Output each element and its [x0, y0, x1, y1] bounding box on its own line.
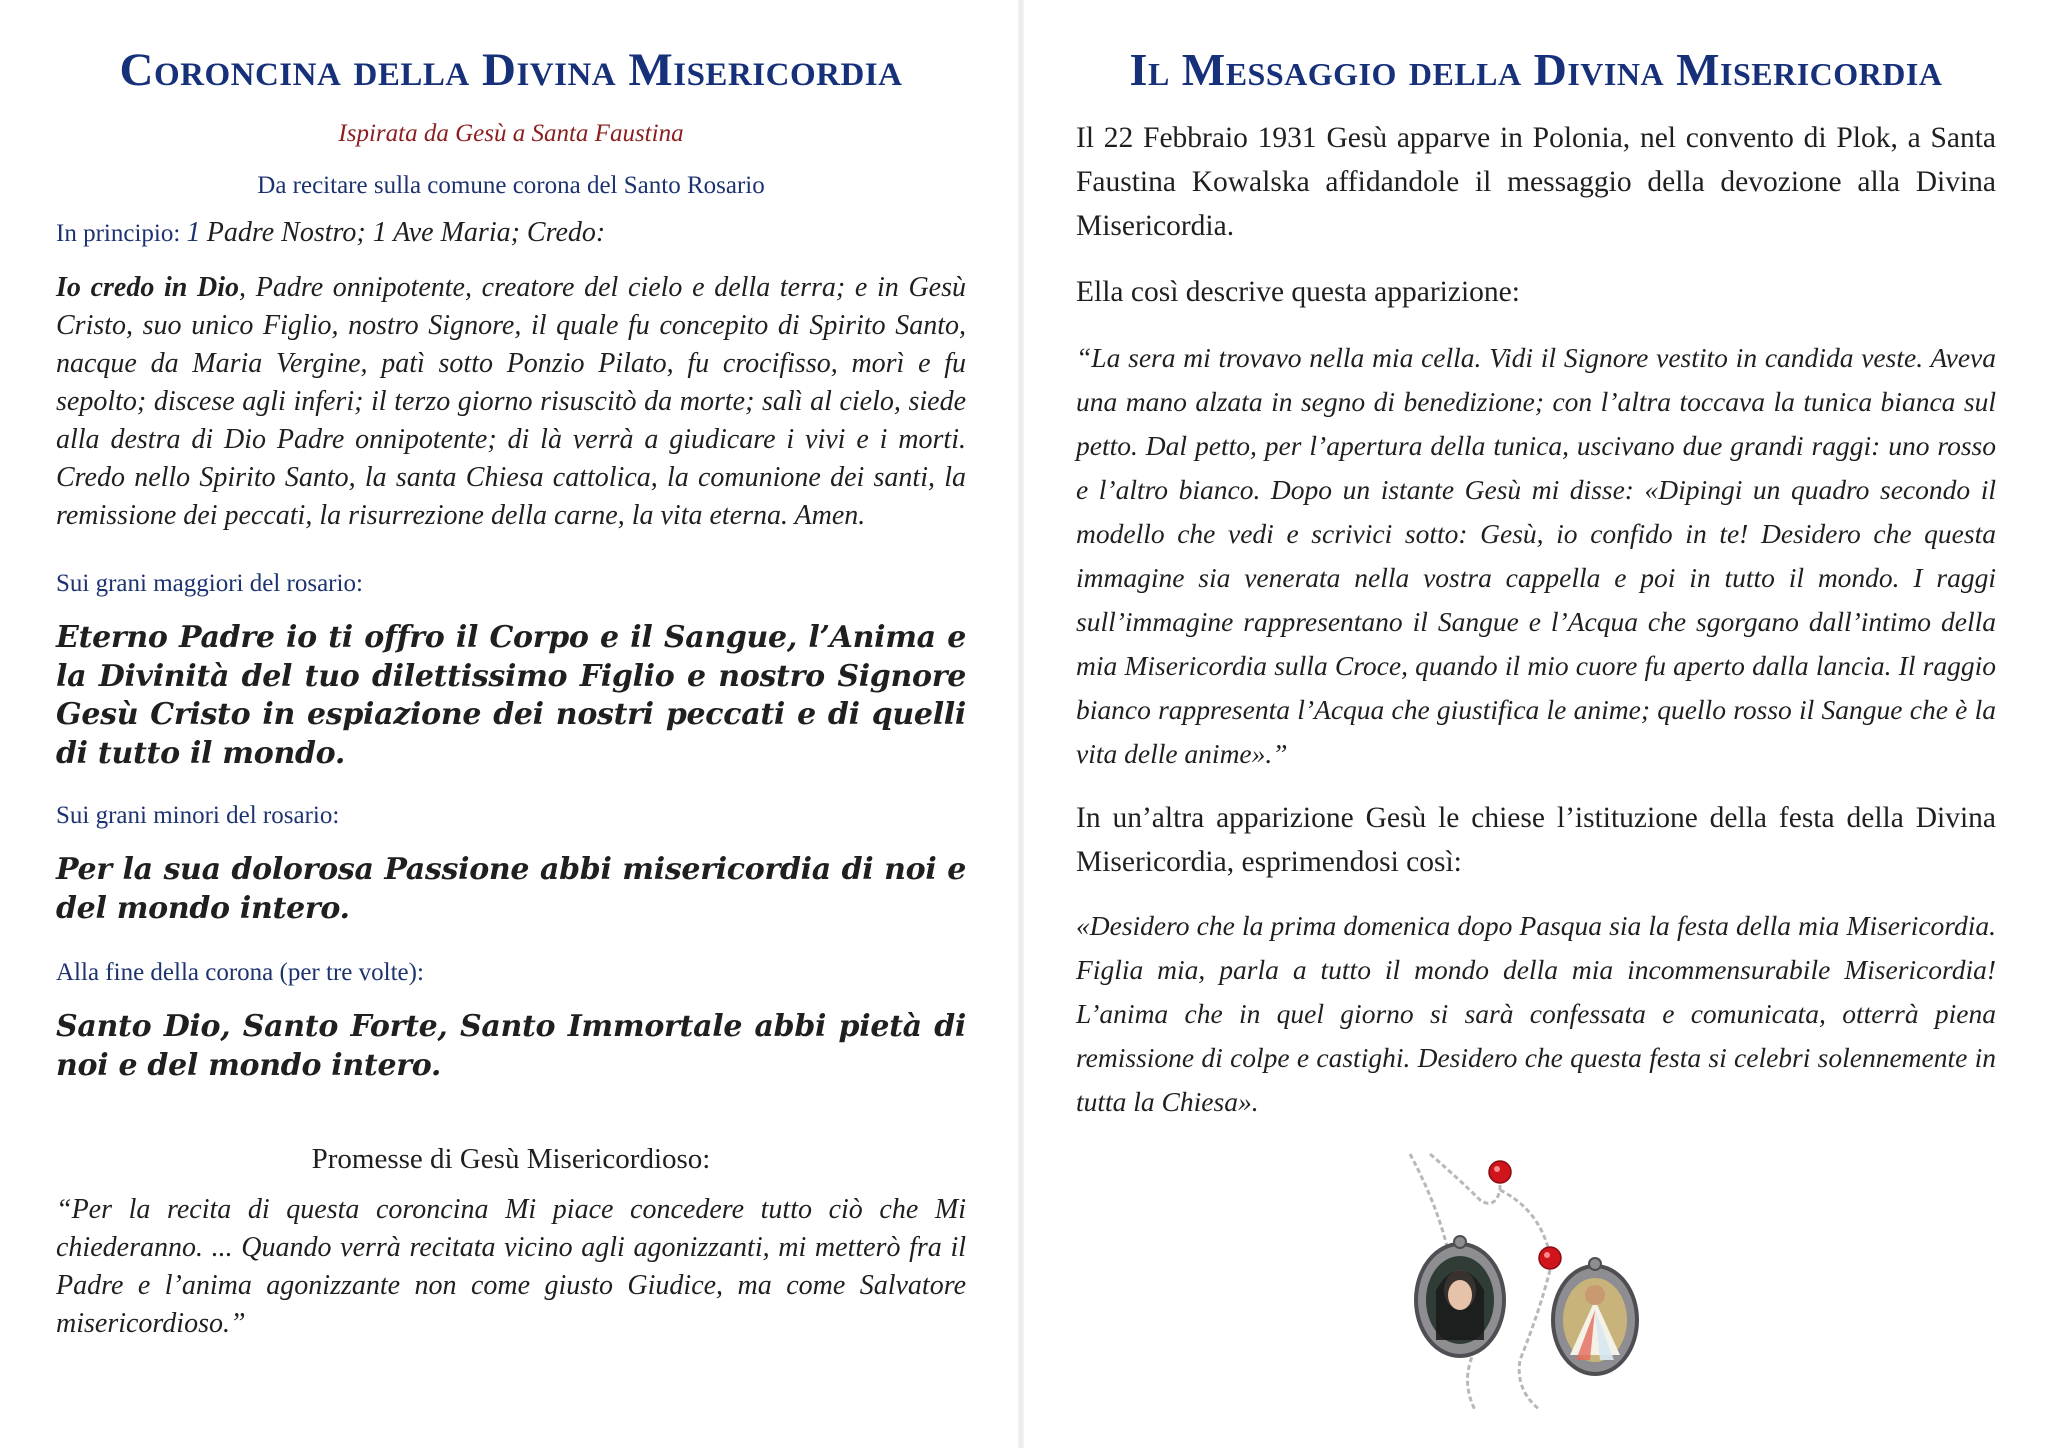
apparition-quote: “La sera mi trovavo nella mia cella. Vidi il Signore vestito in candida veste. Aveva una mano alzata in segno di benedizione; con l’altra toccava la tunica bianca sul petto. Dal petto, per l’apertura della tunica, uscivano due grandi raggi: uno rosso e l’altro bianco. Dopo un istante Gesù mi disse: «Dipingi un quadro secondo il modello che vedi e scrivici sotto: Gesù, io confido in te! Desidero che questa immagine sia venerata nella vostra cappella e poi in tutto il mondo. I raggi sull’immagine rappresentano il Sangue e l’Acqua che sgorgano dall’intimo della mia Misericordia sulla Croce, quando il mio cuore fu aperto dalla lancia. Il raggio bianco rappresenta l’Acqua che giustifica le anime; quello rosso il Sangue che è la vita delle anime».”	[1076, 342, 1996, 769]
major-beads-prayer: Eterno Padre io ti offro il Corpo e il Sangue, l’Anima e la Divinità del tuo dilettissimo Figlio e nostro Signore Gesù Cristo in espiazione dei nostri peccati e di quelli di tutto il mondo.	[56, 620, 966, 771]
intro-paragraph: Il 22 Febbraio 1931 Gesù apparve in Polonia, nel convento di Plok, a Santa Faustina Kowalska affidandole il messaggio della devozione alla Divina Misericordia.	[1076, 122, 1996, 242]
red-bead-upper	[1489, 1161, 1511, 1183]
saint-faustina-medal	[1416, 1236, 1504, 1356]
divine-mercy-medal	[1553, 1258, 1637, 1374]
feast-paragraph: In un’altra apparizione Gesù le chiese l’istituzione della festa della Divina Misericordia, esprimendosi così:	[1076, 802, 1996, 878]
beginning-line	[56, 216, 966, 251]
intro-paragraph-2: Ella così descrive questa apparizione:	[1076, 276, 1520, 308]
red-bead-lower	[1539, 1247, 1561, 1269]
creed-lead: Io credo in Dio	[56, 272, 240, 303]
creed-text: , Padre onnipotente, creatore del cielo e della terra; e in Gesù Cristo, suo unico Figlio, nostro Signore, il quale fu concepito di Spirito Santo, nacque da Maria Vergine, patì sotto Ponzio Pilato, fu crocifisso, morì e fu sepolto; discese agli inferi; il terzo giorno risuscitò da morte; salì al cielo, siede alla destra di Dio Padre onnipotente; di là verrà a giudicare i vivi e i morti. Credo nello Spirito Santo, la santa Chiesa cattolica, la comunione dei santi, la remissione dei peccati, la risurrezione della carne, la vita eterna. Amen.	[56, 272, 966, 531]
left-page	[0, 0, 1020, 1448]
promises-heading: Promesse di Gesù Misericordioso:	[311, 1143, 711, 1175]
creed-prayer	[56, 269, 966, 535]
left-page-title: Coroncina della Divina Misericordia	[119, 44, 903, 96]
beginning-label: In principio:	[56, 220, 181, 247]
end-label: Alla fine della corona (per tre volte):	[56, 959, 424, 986]
feast-quote: «Desidero che la prima domenica dopo Pasqua sia la festa della mia Misericordia. Figlia mia, parla a tutto il mondo della mia incommensurabile Misericordia! L’anima che in quel giorno si sarà confessata e comunicata, otterrà piena remissione di colpe e castighi. Desidero che questa festa si celebri solennemente in tutta la Chiesa».	[1076, 910, 1996, 1117]
subtitle-inspiration: Ispirata da Gesù a Santa Faustina	[338, 120, 684, 147]
rosary-medals-image	[1400, 1150, 1660, 1420]
end-prayer: Santo Dio, Santo Forte, Santo Immortale abbi pietà di noi e del mondo intero.	[56, 1009, 966, 1083]
minor-beads-label: Sui grani minori del rosario:	[56, 802, 340, 829]
beginning-text: Padre Nostro; 1 Ave Maria; Credo:	[206, 217, 606, 248]
major-beads-label: Sui grani maggiori del rosario:	[56, 570, 363, 597]
right-page-title: Il Messaggio della Divina Misericordia	[1129, 44, 1943, 95]
beginning-number: 1	[186, 217, 201, 248]
minor-beads-prayer: Per la sua dolorosa Passione abbi misericordia di noi e del mondo intero.	[56, 852, 966, 926]
promises-text: “Per la recita di questa coroncina Mi piace concedere tutto ciò che Mi chiederanno. ... Quando verrà recitata vicino agli agonizzanti, mi metterò fra il Padre e l’anima agonizzante non come giusto Giudice, ma come Salvatore misericordioso.”	[56, 1194, 966, 1339]
subtitle-instructions: Da recitare sulla comune corona del Santo Rosario	[257, 172, 765, 199]
